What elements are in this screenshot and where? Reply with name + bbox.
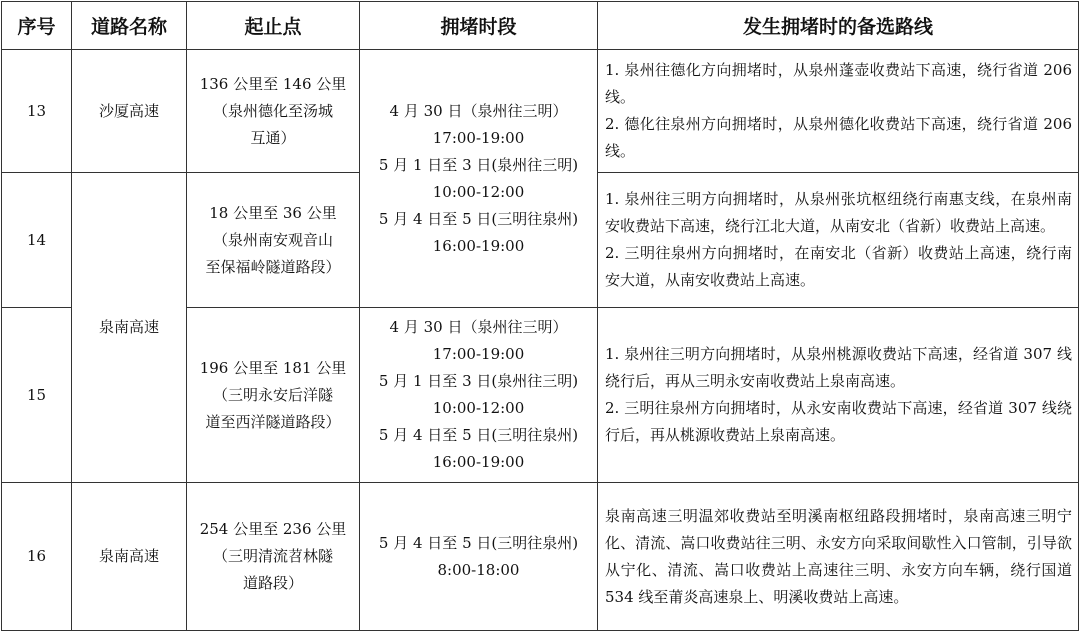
header-road: 道路名称 xyxy=(72,2,187,50)
road-name: 泉南高速 xyxy=(72,483,187,631)
alternative-route xyxy=(598,50,1079,173)
table-row xyxy=(2,50,1079,173)
road-name: 泉南高速 xyxy=(72,173,187,483)
alternative-item: 2. 三明往泉州方向拥堵时，在南安北（省新）收费站上高速，绕行南安大道，从南安收费站上高速。 xyxy=(605,244,1072,289)
congestion-period: 4 月 30 日（泉州往三明） 17:00-19:00 5 月 1 日至 3 日(泉州往三明) 10:00-12:00 5 月 4 日至 5 日(三明往泉州) 16:00-19:00 xyxy=(360,50,598,308)
congestion-period: 4 月 30 日（泉州往三明） 17:00-19:00 5 月 1 日至 3 日(泉州往三明) 10:00-12:00 5 月 4 日至 5 日(三明往泉州) 16:00-19:00 xyxy=(360,308,598,483)
alternative-item: 1. 泉州往三明方向拥堵时，从泉州桃源收费站下高速，经省道 307 线绕行后，再从三明永安南收费站上泉南高速。 xyxy=(605,345,1072,390)
alternative-item: 2. 德化往泉州方向拥堵时，从泉州德化收费站下高速，绕行省道 206 线。 xyxy=(605,115,1072,160)
alternative-route xyxy=(598,308,1079,483)
header-period: 拥堵时段 xyxy=(360,2,598,50)
section-range: 18 公里至 36 公里 （泉州南安观音山 至保福岭隧道路段） xyxy=(187,173,360,308)
header-row xyxy=(2,2,1079,50)
alternative-route xyxy=(598,173,1079,308)
alternative-item: 2. 三明往泉州方向拥堵时，从永安南收费站下高速，经省道 307 线绕行后，再从桃源收费站上泉南高速。 xyxy=(605,399,1072,444)
section-range: 136 公里至 146 公里 （泉州德化至汤城 互通） xyxy=(187,50,360,173)
alternative-item: 1. 泉州往德化方向拥堵时，从泉州蓬壶收费站下高速，绕行省道 206 线。 xyxy=(605,61,1072,106)
header-section: 起止点 xyxy=(187,2,360,50)
header-index: 序号 xyxy=(2,2,72,50)
alternative-item: 泉南高速三明温郊收费站至明溪南枢纽路段拥堵时，泉南高速三明宁化、清流、嵩口收费站往三明、永安方向采取间歇性入口管制，引导欲从宁化、清流、嵩口收费站上高速往三明、永安方向车辆，绕行国道 534 线至莆炎高速泉上、明溪收费站上高速。 xyxy=(605,506,1072,606)
congestion-table xyxy=(1,1,1079,631)
row-index: 14 xyxy=(2,173,72,308)
section-range: 254 公里至 236 公里 （三明清流苕林隧 道路段） xyxy=(187,483,360,631)
road-name: 沙厦高速 xyxy=(72,50,187,173)
congestion-period: 5 月 4 日至 5 日(三明往泉州) 8:00-18:00 xyxy=(360,483,598,631)
row-index: 13 xyxy=(2,50,72,173)
row-index: 15 xyxy=(2,308,72,483)
section-range: 196 公里至 181 公里 （三明永安后洋隧 道至西洋隧道路段） xyxy=(187,308,360,483)
table-row xyxy=(2,483,1079,631)
header-alternative: 发生拥堵时的备选路线 xyxy=(598,2,1079,50)
alternative-item: 1. 泉州往三明方向拥堵时，从泉州张坑枢纽绕行南惠支线，在泉州南安收费站下高速，绕行江北大道，从南安北（省新）收费站上高速。 xyxy=(605,190,1072,235)
row-index: 16 xyxy=(2,483,72,631)
alternative-route xyxy=(598,483,1079,631)
